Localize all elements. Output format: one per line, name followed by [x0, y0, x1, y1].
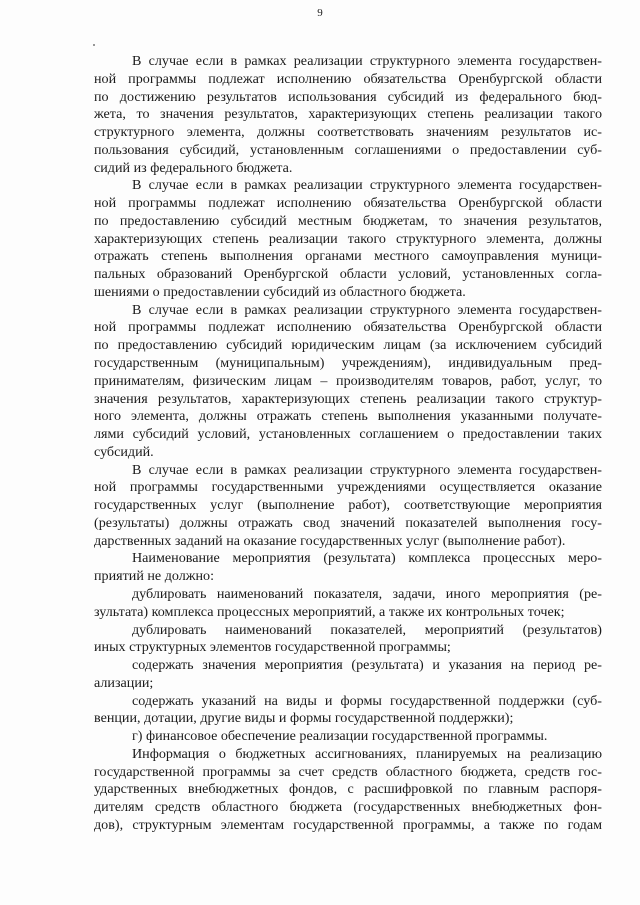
text-line: по предоставлению субсидий местным бюджетам, то значения результатов, [94, 212, 602, 229]
text-line: дарственных заданий на оказание государственных услуг (выполнение работ). [94, 532, 566, 549]
text-line: ударственных внебюджетных фондов, с расшифровкой по главным распоря- [94, 781, 602, 798]
text-line: ной программы государственными учреждениями осуществляется оказание [94, 479, 602, 496]
text-line: отражать степень выполнения органами местного самоуправления муници- [94, 248, 602, 265]
text-line: шениями о предоставлении субсидий из областного бюджета. [94, 283, 466, 300]
text-line: В случае если в рамках реализации структурного элемента государствен- [132, 461, 602, 478]
text-line: пальных образований Оренбургской области условий, установленных согла- [94, 266, 602, 283]
text-line: пользования субсидий, установленным соглашениями о предоставлении суб- [94, 141, 602, 158]
text-line: ной программы подлежат исполнению обязательства Оренбургской области [94, 195, 602, 212]
text-line: Наименование мероприятия (результата) комплекса процессных меро- [132, 550, 602, 567]
text-line: ной программы подлежат исполнению обязательства Оренбургской области [94, 319, 602, 336]
text-line: государственных услуг (выполнение работ), соответствующие мероприятия [94, 497, 602, 514]
text-line: сидий из федерального бюджета. [94, 159, 293, 176]
text-line: иных структурных элементов государственной программы; [94, 639, 451, 656]
text-line: Информация о бюджетных ассигнованиях, планируемых на реализацию [132, 745, 602, 762]
body-text [94, 53, 602, 835]
text-line: дублировать наименований показателей, мероприятий (результатов) [132, 621, 602, 638]
text-line: В случае если в рамках реализации структурного элемента государствен- [132, 53, 602, 69]
text-line: лями субсидий условий, установленных соглашением о предоставлении таких [94, 426, 602, 443]
text-line: (результаты) должны отражать свод значений показателей выполнения госу- [94, 514, 602, 531]
text-line: принимателям, физическим лицам – производителям товаров, работ, услуг, то [94, 372, 602, 389]
text-line: государственным (муниципальным) учреждениям), индивидуальным пред- [94, 355, 602, 372]
text-line: дублировать наименований показателя, задачи, иного мероприятия (ре- [132, 585, 602, 602]
text-line: по предоставлению субсидий юридическим лицам (за исключением субсидий [94, 337, 602, 354]
text-line: содержать указаний на виды и формы государственной поддержки (суб- [132, 692, 602, 709]
text-line: В случае если в рамках реализации структурного элемента государствен- [132, 177, 602, 194]
text-line: государственной программы за счет средств областного бюджета, средств гос- [94, 763, 602, 780]
text-line: г) финансовое обеспечение реализации государственной программы. [132, 728, 548, 745]
text-line: субсидий. [94, 443, 154, 460]
text-line: ного элемента, должны отражать степень выполнения указанными получате- [94, 408, 602, 425]
text-line: значения результатов, характеризующих степень реализации такого структур- [94, 390, 602, 407]
text-line: жета, то значения результатов, характеризующих степень реализации такого [94, 106, 602, 123]
text-line: приятий не должно: [94, 568, 215, 585]
text-line: ализации; [94, 674, 154, 691]
text-line: В случае если в рамках реализации структурного элемента государствен- [132, 301, 602, 318]
text-line: дителям средств областного бюджета (государственных внебюджетных фон- [94, 799, 602, 816]
text-line: дов), структурным элементам государственной программы, а также по годам [94, 816, 602, 833]
text-line: структурного элемента, должны соответствовать значениям результатов ис- [94, 124, 602, 141]
scan-speck [93, 44, 95, 46]
text-line: содержать значения мероприятия (результата) и указания на период ре- [132, 657, 602, 674]
text-line: по достижению результатов использования субсидий из федерального бюд- [94, 88, 602, 105]
text-line: характеризующих степень реализации такого структурного элемента, должны [94, 230, 602, 247]
text-line: ной программы подлежат исполнению обязательства Оренбургской области [94, 70, 602, 87]
text-line: венции, дотации, другие виды и формы государственной поддержки); [94, 710, 514, 727]
page-number: 9 [317, 7, 323, 19]
text-line: зультата) комплекса процессных мероприятий, а также их контрольных точек; [94, 603, 565, 620]
